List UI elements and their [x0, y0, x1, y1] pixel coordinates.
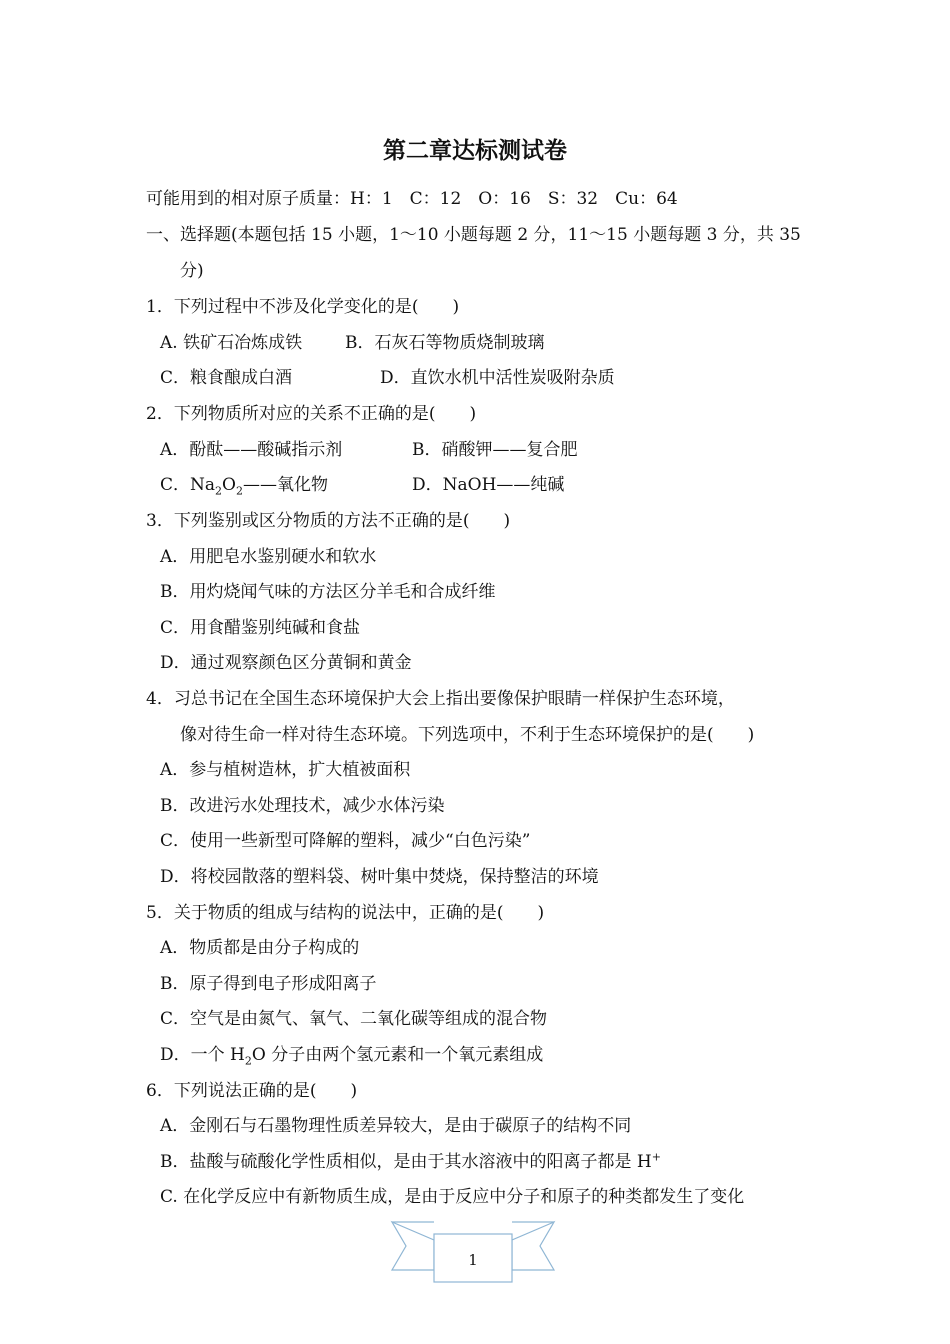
- question-6-stem: 6．下列说法正确的是( ): [146, 1081, 358, 1101]
- question-4-option-b: B．改进污水处理技术，减少水体污染: [160, 796, 445, 816]
- question-2-option-d: D．NaOH——纯碱: [412, 475, 565, 495]
- page-footer-ribbon: [390, 1220, 556, 1284]
- question-1-option-c: C．粮食酿成白酒: [160, 368, 293, 388]
- question-5-stem: 5．关于物质的组成与结构的说法中，正确的是( ): [146, 903, 545, 923]
- question-6-option-c: C. 在化学反应中有新物质生成，是由于反应中分子和原子的种类都发生了变化: [160, 1187, 745, 1207]
- question-2-option-b: B．硝酸钾——复合肥: [412, 440, 578, 460]
- question-5-option-a: A．物质都是由分子构成的: [160, 938, 360, 958]
- page-number: 1: [468, 1251, 478, 1269]
- atomic-mass-note: 可能用到的相对原子质量：H：1 C：12 O：16 S：32 Cu：64: [146, 189, 678, 209]
- question-5-option-d: D．一个 $H_2O$ 分子由两个氢元素和一个氧元素组成: [160, 1045, 544, 1068]
- question-1-option-d: D．直饮水机中活性炭吸附杂质: [380, 368, 615, 388]
- question-4-stem-cont: 像对待生命一样对待生态环境。下列选项中，不利于生态环境保护的是( ): [180, 725, 755, 745]
- question-6-option-b: B．盐酸与硫酸化学性质相似，是由于其水溶液中的阳离子都是 H+: [160, 1150, 661, 1172]
- question-5-option-c: C．空气是由氮气、氧气、二氧化碳等组成的混合物: [160, 1009, 548, 1029]
- section-heading: 一、选择题(本题包括 15 小题，1～10 小题每题 2 分，11～15 小题每题 3 分，共 35: [146, 225, 801, 245]
- question-3-option-c: C．用食醋鉴别纯碱和食盐: [160, 618, 361, 638]
- question-4-option-d: D．将校园散落的塑料袋、树叶集中焚烧，保持整洁的环境: [160, 867, 599, 887]
- question-1-option-a: A. 铁矿石冶炼成铁: [160, 333, 303, 353]
- question-2-option-c: C．$Na_2O_2——$氧化物: [160, 475, 328, 498]
- question-3-stem: 3．下列鉴别或区分物质的方法不正确的是( ): [146, 511, 511, 531]
- question-1-stem: 1．下列过程中不涉及化学变化的是( ): [146, 297, 460, 317]
- section-heading-cont: 分): [180, 261, 204, 281]
- question-6-option-a: A．金刚石与石墨物理性质差异较大，是由于碳原子的结构不同: [160, 1116, 632, 1136]
- question-3-option-b: B．用灼烧闻气味的方法区分羊毛和合成纤维: [160, 582, 496, 602]
- page-title: 第二章达标测试卷: [383, 138, 567, 164]
- question-2-stem: 2．下列物质所对应的关系不正确的是( ): [146, 404, 477, 424]
- question-5-option-b: B．原子得到电子形成阳离子: [160, 974, 377, 994]
- question-3-option-d: D．通过观察颜色区分黄铜和黄金: [160, 653, 412, 673]
- question-2-option-a: A．酚酞——酸碱指示剂: [160, 440, 343, 460]
- question-4-stem: 4．习总书记在全国生态环境保护大会上指出要像保护眼睛一样保护生态环境，: [146, 689, 735, 709]
- question-4-option-c: C．使用一些新型可降解的塑料，减少“白色污染”: [160, 831, 531, 851]
- question-1-option-b: B．石灰石等物质烧制玻璃: [345, 333, 545, 353]
- question-4-option-a: A．参与植树造林，扩大植被面积: [160, 760, 411, 780]
- question-3-option-a: A．用肥皂水鉴别硬水和软水: [160, 547, 377, 567]
